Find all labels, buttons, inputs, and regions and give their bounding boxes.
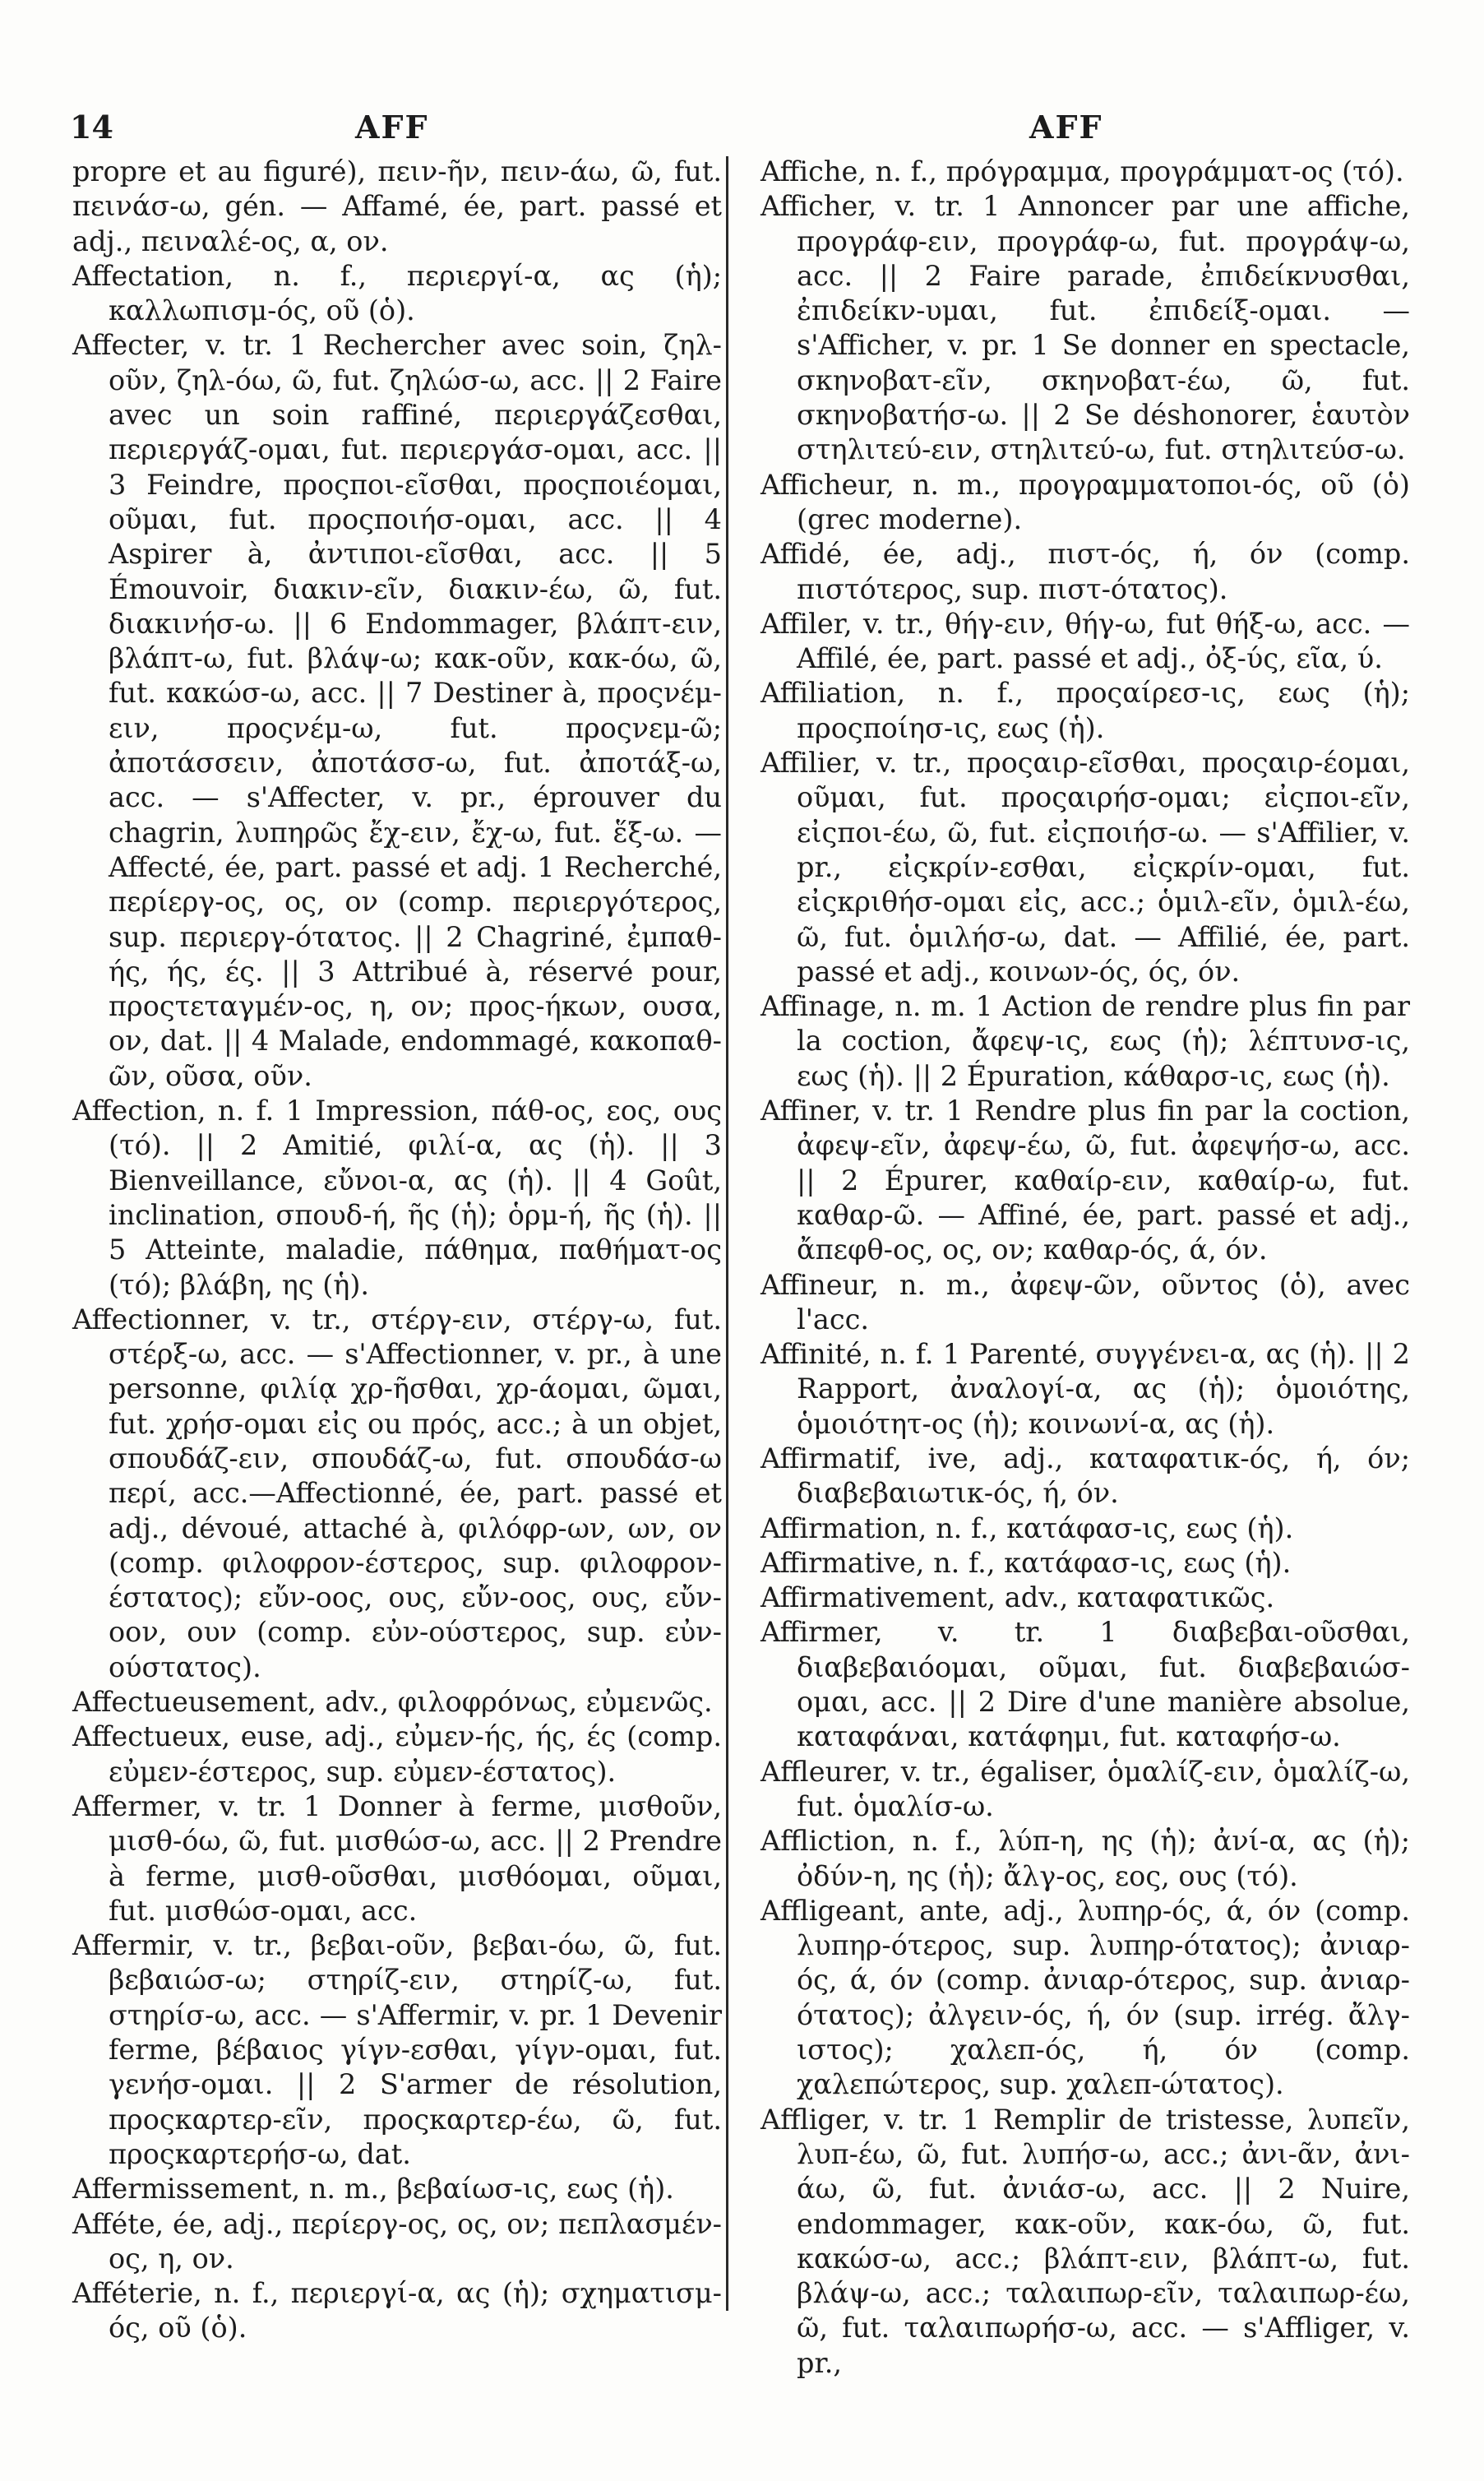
dictionary-entry: Affiche, n. f., πρόγραμμα, προγράμματ-ος (τό). xyxy=(760,155,1404,187)
dictionary-entry: Affligeant, ante, adj., λυπηρ-ός, ά, όν (comp. λυπηρ-ότερος, sup. λυπηρ-ότατος); ἀνιαρ-ός, ά, όν (comp. ἀνιαρ-ότερος, sup. ἀνιαρ-ότατος); ἀλγειν-ός, ή, όν (sup. irrég. ἄλγ-ιστος); χαλεπ-ός, ή, όν (comp. χαλεπώτερος, sup. χαλεπ-ώτατος). xyxy=(760,1894,1410,2101)
dictionary-entry: Affermir, v. tr., βεβαι-οῦν, βεβαι-όω, ῶ, fut. βεβαιώσ-ω; στηρίζ-ειν, στηρίζ-ω, fut. στηρίσ-ω, acc. — s'Affermir, v. pr. 1 Devenir ferme, βέβαιος γίγν-εσθαι, γίγν-ομαι, fut. γενήσ-ομαι. || 2 S'armer de résolution, προςκαρτερ-εῖν, προςκαρτερ-έω, ῶ, fut. προςκαρτερήσ-ω, dat. xyxy=(72,1929,722,2170)
dictionary-entry: Affiner, v. tr. 1 Rendre plus fin par la coction, ἀφεψ-εῖν, ἀφεψ-έω, ῶ, fut. ἀφεψήσ-ω, acc. || 2 Épurer, καθαίρ-ειν, καθαίρ-ω, fut. καθαρ-ῶ. — Affiné, ée, part. passé et adj., ἄπεφθ-ος, ος, ον; καθαρ-ός, ά, όν. xyxy=(760,1095,1410,1266)
column-divider xyxy=(726,156,728,2311)
dictionary-entry: Afféte, ée, adj., περίεργ-ος, ος, ον; πεπλασμέν-ος, η, ον. xyxy=(72,2207,722,2275)
dictionary-entry: Affirmation, n. f., κατάφασ-ις, εως (ἡ). xyxy=(760,1511,1294,1544)
dictionary-entry: Affliger, v. tr. 1 Remplir de tristesse, λυπεῖν, λυπ-έω, ῶ, fut. λυπήσ-ω, acc.; ἀνι-ᾶν, ἀνι-άω, ῶ, fut. ἀνιάσ-ω, acc. || 2 Nuire, endommager, κακ-οῦν, κακ-όω, ῶ, fut. κακώσ-ω, acc.; βλάπτ-ειν, βλάπτ-ω, fut. βλάψ-ω, acc.; ταλαιπωρ-εῖν, ταλαιπωρ-έω, ῶ, fut. ταλαιπωρήσ-ω, acc. — s'Affliger, v. pr., xyxy=(760,2103,1410,2379)
dictionary-entry: Affineur, n. m., ἀφεψ-ῶν, οῦντος (ὁ), avec l'acc. xyxy=(760,1268,1410,1335)
running-head-left: AFF xyxy=(355,109,429,146)
running-head-right: AFF xyxy=(1029,109,1103,146)
dictionary-entry: Affermer, v. tr. 1 Donner à ferme, μισθοῦν, μισθ-όω, ῶ, fut. μισθώσ-ω, acc. || 2 Prendre à ferme, μισθ-οῦσθαι, μισθόομαι, οῦμαι, fut. μισθώσ-ομαι, acc. xyxy=(72,1789,722,1927)
dictionary-entry: Afficheur, n. m., προγραμματοποι-ός, οῦ (ὁ) (grec moderne). xyxy=(760,468,1410,535)
left-column xyxy=(72,155,722,2346)
dictionary-entry: Affectionner, v. tr., στέργ-ειν, στέργ-ω, fut. στέρξ-ω, acc. — s'Affectionner, v. pr., à une personne, φιλίᾳ χρ-ῆσθαι, χρ-άομαι, ῶμαι, fut. χρήσ-ομαι εἰς ou πρός, acc.; à un objet, σπουδάζ-ειν, σπουδάζ-ω, fut. σπουδάσ-ω περί, acc.—Affectionné, ée, part. passé et adj., dévoué, attaché à, φιλόφρ-ων, ων, ον (comp. φιλοφρον-έστερος, sup. φιλοφρον-έστατος); εὔν-οος, ους, εὔν-οος, ους, εὔν-οον, ουν (comp. εὐν-ούστερος, sup. εὐν-ούστατος). xyxy=(72,1303,722,1683)
page-number: 14 xyxy=(70,109,113,146)
dictionary-entry: Affirmativement, adv., καταφατικῶς. xyxy=(760,1581,1275,1614)
dictionary-entry: Affidé, ée, adj., πιστ-ός, ή, όν (comp. πιστότερος, sup. πιστ-ότατος). xyxy=(760,538,1410,605)
dictionary-entry: Affectueusement, adv., φιλοφρόνως, εὐμενῶς. xyxy=(72,1686,713,1719)
dictionary-entry: Affliction, n. f., λύπ-η, ης (ἡ); ἀνί-α, ας (ἡ); ὀδύν-η, ης (ἡ); ἄλγ-ος, εος, ους (τό). xyxy=(760,1825,1410,1892)
dictionary-entry: Affirmative, n. f., κατάφασ-ις, εως (ἡ). xyxy=(760,1546,1292,1579)
dictionary-entry: Affinité, n. f. 1 Parenté, συγγένει-α, ας (ἡ). || 2 Rapport, ἀναλογί-α, ας (ἡ); ὁμοιότης, ὁμοιότητ-ος (ἡ); κοινωνί-α, ας (ἡ). xyxy=(760,1338,1410,1440)
dictionary-entry: Affection, n. f. 1 Impression, πάθ-ος, εος, ους (τό). || 2 Amitié, φιλί-α, ας (ἡ). || 3 Bienveillance, εὔνοι-α, ας (ἡ). || 4 Goût, inclination, σπουδ-ή, ῆς (ἡ); ὁρμ-ή, ῆς (ἡ). || 5 Atteinte, maladie, πάθημα, παθήματ-ος (τό); βλάβη, ης (ἡ). xyxy=(72,1095,722,1301)
dictionary-entry: Affectation, n. f., περιεργί-α, ας (ἡ); καλλωπισμ-ός, οῦ (ὁ). xyxy=(72,259,722,327)
dictionary-entry: Affecter, v. tr. 1 Rechercher avec soin, ζηλ-οῦν, ζηλ-όω, ῶ, fut. ζηλώσ-ω, acc. || 2 Faire avec un soin raffiné, περιεργάζεσθαι, περιεργάζ-ομαι, fut. περιεργάσ-ομαι, acc. || 3 Feindre, προςποι-εῖσθαι, προςποιέομαι, οῦμαι, fut. προςποιήσ-ομαι, acc. || 4 Aspirer à, ἀντιποι-εῖσθαι, acc. || 5 Émouvoir, διακιν-εῖν, διακιν-έω, ῶ, fut. διακινήσ-ω. || 6 Endommager, βλάπτ-ειν, βλάπτ-ω, fut. βλάψ-ω; κακ-οῦν, κακ-όω, ῶ, fut. κακώσ-ω, acc. || 7 Destiner à, προςνέμ-ειν, προςνέμ-ω, fut. προςνεμ-ῶ; ἀποτάσσειν, ἀποτάσσ-ω, fut. ἀποτάξ-ω, acc. — s'Affecter, v. pr., éprouver du chagrin, λυπηρῶς ἔχ-ειν, ἔχ-ω, fut. ἕξ-ω. — Affecté, ée, part. passé et adj. 1 Recherché, περίεργ-ος, ος, ον (comp. περιεργότερος, sup. περιεργ-ότατος. || 2 Chagriné, ἐμπαθ-ής, ής, ές. || 3 Attribué à, réservé pour, προςτεταγμέν-ος, η, ον; προς-ήκων, ουσα, ον, dat. || 4 Malade, endommagé, κακοπαθ-ῶν, οῦσα, οῦν. xyxy=(72,329,722,1092)
dictionary-entry: Affilier, v. tr., προςαιρ-εῖσθαι, προςαιρ-έομαι, οῦμαι, fut. προςαιρήσ-ομαι; εἰςποι-εῖν, εἰςποι-έω, ῶ, fut. εἰςποιήσ-ω. — s'Affilier, v. pr., εἰςκρίν-εσθαι, εἰςκρίν-ομαι, fut. εἰςκριθήσ-ομαι εἰς, acc.; ὁμιλ-εῖν, ὁμιλ-έω, ῶ, fut. ὁμιλήσ-ω, dat. — Affilié, ée, part. passé et adj., κοινων-ός, ός, όν. xyxy=(760,747,1410,988)
dictionary-entry: Affinage, n. m. 1 Action de rendre plus fin par la coction, ἄφεψ-ις, εως (ἡ); λέπτυνσ-ις, εως (ἡ). || 2 Épuration, κάθαρσ-ις, εως (ἡ). xyxy=(760,990,1410,1092)
dictionary-entry: Affirmer, v. tr. 1 διαβεβαι-οῦσθαι, διαβεβαιόομαι, οῦμαι, fut. διαβεβαιώσ-ομαι, acc. || 2 Dire d'une manière absolue, καταφάναι, κατάφημι, fut. καταφήσ-ω. xyxy=(760,1616,1410,1753)
dictionary-entry: Afficher, v. tr. 1 Annoncer par une affiche, προγράφ-ειν, προγράφ-ω, fut. προγράψ-ω, acc. || 2 Faire parade, ἐπιδείκνυσθαι, ἐπιδείκν-υμαι, fut. ἐπιδείξ-ομαι. — s'Afficher, v. pr. 1 Se donner en spectacle, σκηνοβατ-εῖν, σκηνοβατ-έω, ῶ, fut. σκηνοβατήσ-ω. || 2 Se déshonorer, ἑαυτὸν στηλιτεύ-ειν, στηλιτεύ-ω, fut. στηλιτεύσ-ω. xyxy=(760,190,1410,466)
dictionary-entry: Affleurer, v. tr., égaliser, ὁμαλίζ-ειν, ὁμαλίζ-ω, fut. ὁμαλίσ-ω. xyxy=(760,1755,1410,1822)
dictionary-entry: Affectueux, euse, adj., εὐμεν-ής, ής, ές (comp. εὐμεν-έστερος, sup. εὐμεν-έστατος). xyxy=(72,1720,722,1788)
page-header xyxy=(0,0,1484,164)
right-column xyxy=(760,155,1410,2381)
dictionary-entry: propre et au figuré), πειν-ῆν, πειν-άω, ῶ, fut. πεινάσ-ω, gén. — Affamé, ée, part. passé et adj., πειναλέ-ος, α, ον. xyxy=(72,155,722,257)
dictionary-entry: Afféterie, n. f., περιεργί-α, ας (ἡ); σχηματισμ-ός, οῦ (ὁ). xyxy=(72,2277,722,2344)
dictionary-entry: Affirmatif, ive, adj., καταφατικ-ός, ή, όν; διαβεβαιωτικ-ός, ή, όν. xyxy=(760,1442,1410,1510)
dictionary-entry: Affiler, v. tr., θήγ-ειν, θήγ-ω, fut θήξ-ω, acc. — Affilé, ée, part. passé et adj., ὀξ-ύς, εῖα, ύ. xyxy=(760,607,1410,675)
dictionary-entry: Affermissement, n. m., βεβαίωσ-ις, εως (ἡ). xyxy=(72,2173,674,2206)
dictionary-entry: Affiliation, n. f., προςαίρεσ-ις, εως (ἡ); προςποίησ-ις, εως (ἡ). xyxy=(760,677,1410,744)
